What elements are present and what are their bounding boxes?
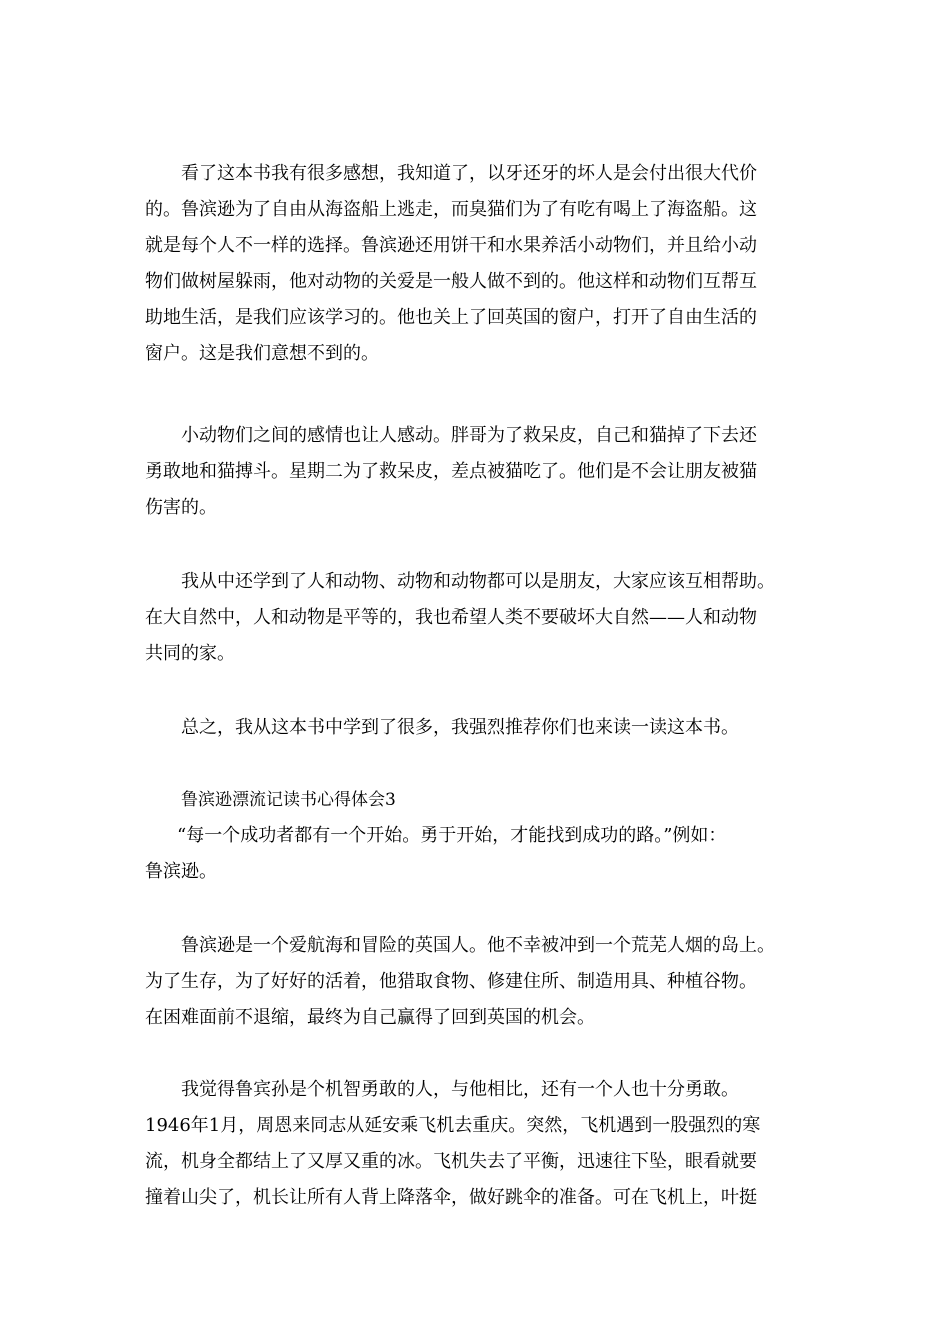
- text-line: 物们做树屋躲雨，他对动物的关爱是一般人做不到的。他这样和动物们互帮互: [145, 271, 757, 292]
- text-line: 在大自然中，人和动物是平等的，我也希望人类不要破坏大自然——人和动物: [145, 607, 757, 628]
- paragraph-2: [145, 418, 817, 526]
- paragraph-5: [145, 782, 817, 890]
- text-line: 小动物们之间的感情也让人感动。胖哥为了救呆皮，自己和猫掉了下去还: [181, 425, 757, 446]
- text-line: 看了这本书我有很多感想，我知道了，以牙还牙的坏人是会付出很大代价: [181, 163, 757, 184]
- text-line: 勇敢地和猫搏斗。星期二为了救呆皮，差点被猫吃了。他们是不会让朋友被猫: [145, 461, 757, 482]
- text-line: 流，机身全都结上了又厚又重的冰。飞机失去了平衡，迅速往下坠，眼看就要: [145, 1151, 757, 1172]
- text-line: 的。鲁滨逊为了自由从海盗船上逃走，而臭猫们为了有吃有喝上了海盗船。这: [145, 199, 757, 220]
- text-line: “每一个成功者都有一个开始。勇于开始，才能找到成功的路。”例如：: [177, 825, 727, 846]
- paragraph-4: [145, 710, 817, 746]
- text-line: 鲁滨逊是一个爱航海和冒险的英国人。他不幸被冲到一个荒芜人烟的岛上。: [181, 935, 775, 956]
- paragraph-7: [145, 1072, 817, 1216]
- text-line: 鲁滨逊。: [145, 861, 217, 882]
- paragraph-6: [145, 928, 817, 1036]
- text-line: 伤害的。: [145, 497, 217, 518]
- text-line: 助地生活，是我们应该学习的。他也关上了回英国的窗户，打开了自由生活的: [145, 307, 757, 328]
- text-line: 窗户。这是我们意想不到的。: [145, 343, 379, 364]
- text-line: 共同的家。: [145, 643, 235, 664]
- text-line: 1946年1月，周恩来同志从延安乘飞机去重庆。突然，飞机遇到一股强烈的寒: [145, 1115, 761, 1136]
- paragraph-1: [145, 156, 817, 372]
- text-line: 我觉得鲁宾孙是个机智勇敢的人，与他相比，还有一个人也十分勇敢。: [181, 1079, 739, 1100]
- text-line: 总之，我从这本书中学到了很多，我强烈推荐你们也来读一读这本书。: [181, 717, 739, 738]
- text-line: 撞着山尖了，机长让所有人背上降落伞，做好跳伞的准备。可在飞机上，叶挺: [145, 1187, 757, 1208]
- text-line: 就是每个人不一样的选择。鲁滨逊还用饼干和水果养活小动物们，并且给小动: [145, 235, 757, 256]
- text-line: 为了生存，为了好好的活着，他猎取食物、修建住所、制造用具、种植谷物。: [145, 971, 757, 992]
- text-line: 在困难面前不退缩，最终为自己赢得了回到英国的机会。: [145, 1007, 595, 1028]
- section-heading: 鲁滨逊漂流记读书心得体会3: [181, 790, 396, 810]
- paragraph-3: [145, 564, 817, 672]
- text-line: 我从中还学到了人和动物、动物和动物都可以是朋友，大家应该互相帮助。: [181, 571, 775, 592]
